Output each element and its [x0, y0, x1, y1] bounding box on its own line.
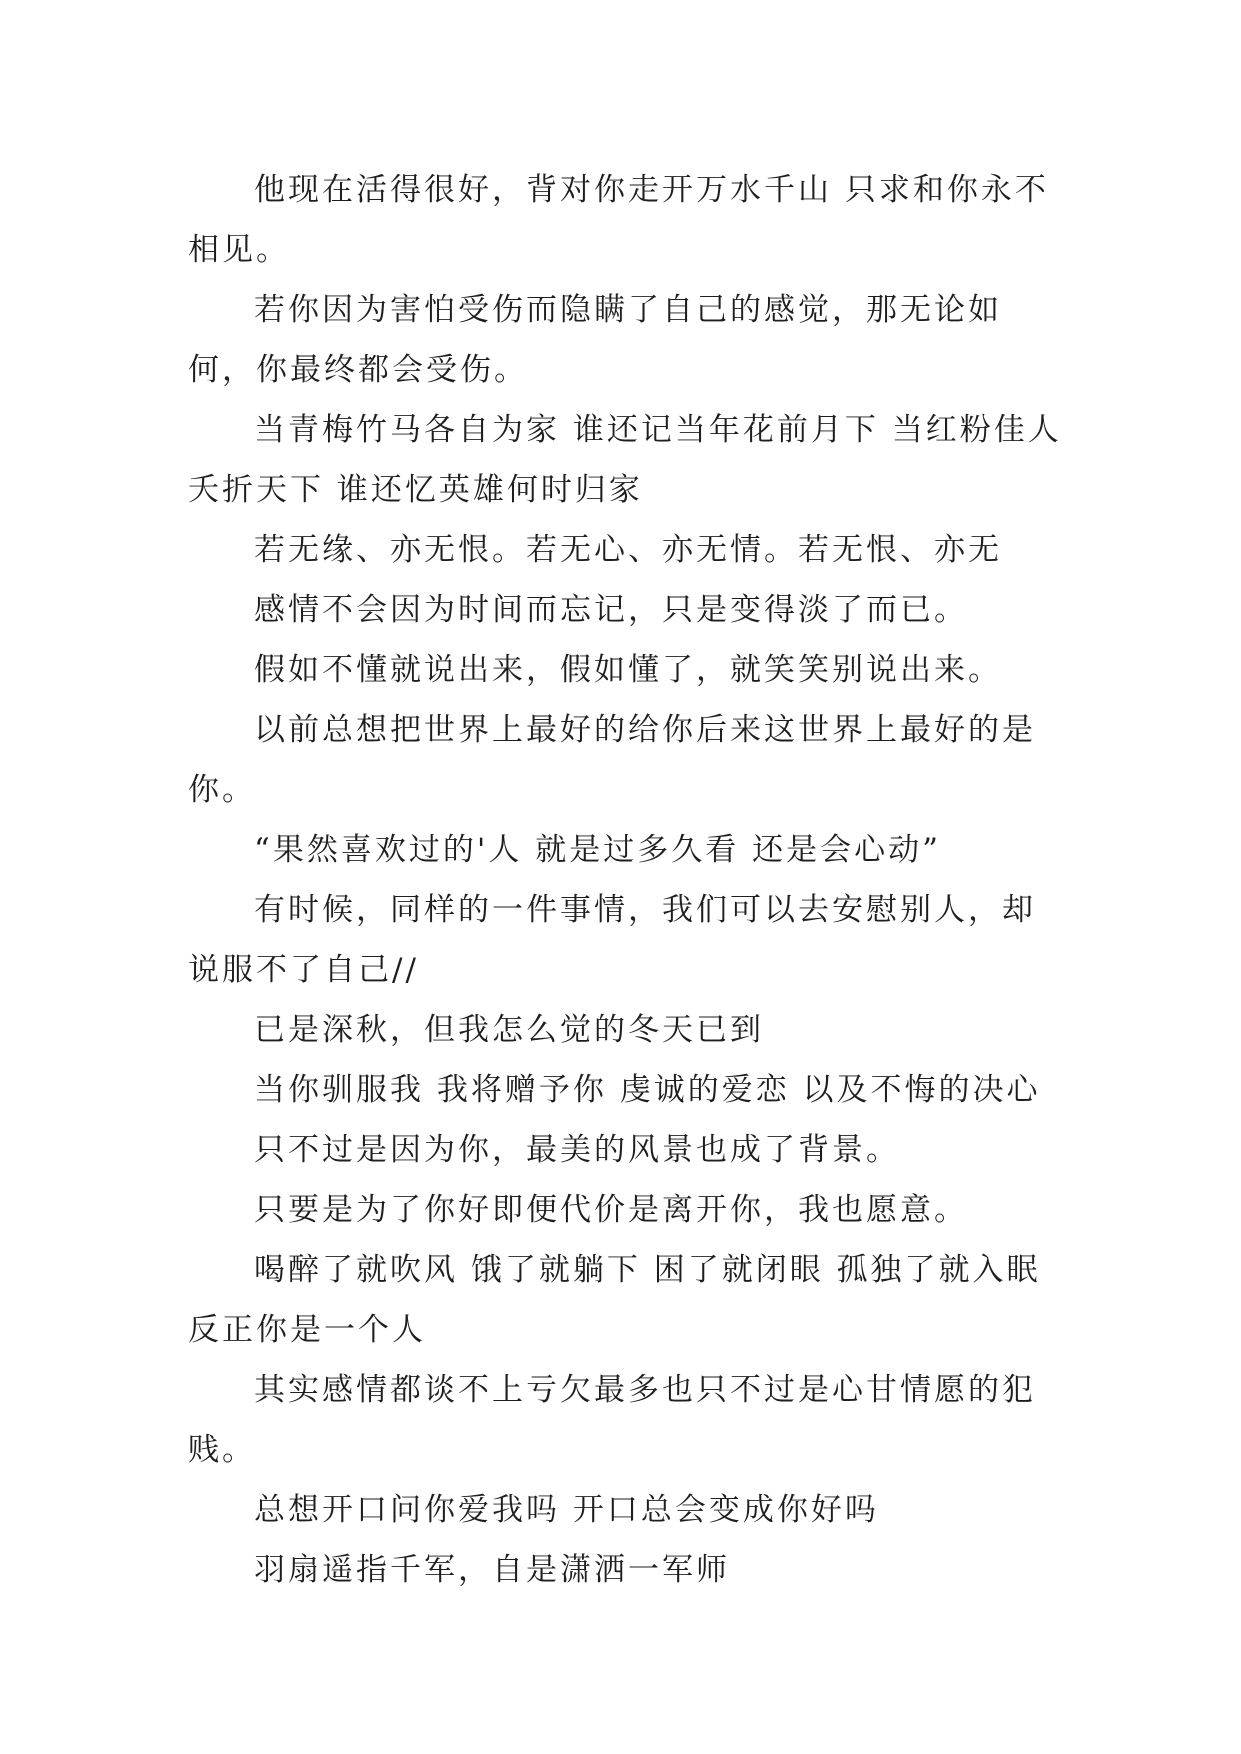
- paragraph: 感情不会因为时间而忘记，只是变得淡了而已。: [254, 592, 968, 628]
- paragraph: 喝醉了就吹风 饿了就躺下 困了就闭眼 孤独了就入眠反正你是一个人: [188, 1252, 1041, 1348]
- paragraph: 当青梅竹马各自为家 谁还记当年花前月下 当红粉佳人夭折天下 谁还忆英雄何时归家: [188, 412, 1062, 508]
- paragraph: 只不过是因为你，最美的风景也成了背景。: [254, 1132, 900, 1168]
- paragraph: 其实感情都谈不上亏欠最多也只不过是心甘情愿的犯贱。: [188, 1372, 1036, 1468]
- paragraph: 假如不懂就说出来，假如懂了，就笑笑别说出来。: [254, 652, 1002, 688]
- paragraph: 有时候，同样的一件事情，我们可以去安慰别人，却说服不了自己//: [188, 892, 1036, 988]
- document-body: [188, 160, 1068, 1600]
- paragraph: 总想开口问你爱我吗 开口总会变成你好吗: [254, 1492, 879, 1528]
- paragraph: 已是深秋，但我怎么觉的冬天已到: [254, 1012, 764, 1048]
- paragraph: 当你驯服我 我将赠予你 虔诚的爱恋 以及不悔的决心: [254, 1072, 1041, 1108]
- paragraph: 若你因为害怕受伤而隐瞒了自己的感觉，那无论如何，你最终都会受伤。: [188, 292, 1002, 388]
- paragraph: “果然喜欢过的'人 就是过多久看 还是会心动”: [254, 832, 941, 868]
- paragraph: 若无缘、亦无恨。若无心、亦无情。若无恨、亦无: [254, 532, 1002, 568]
- paragraph: 以前总想把世界上最好的给你后来这世界上最好的是你。: [188, 712, 1036, 808]
- paragraph: 只要是为了你好即便代价是离开你，我也愿意。: [254, 1192, 968, 1228]
- paragraph: 羽扇遥指千军，自是潇洒一军师: [254, 1552, 730, 1588]
- paragraph: 他现在活得很好，背对你走开万水千山 只求和你永不相见。: [188, 172, 1049, 268]
